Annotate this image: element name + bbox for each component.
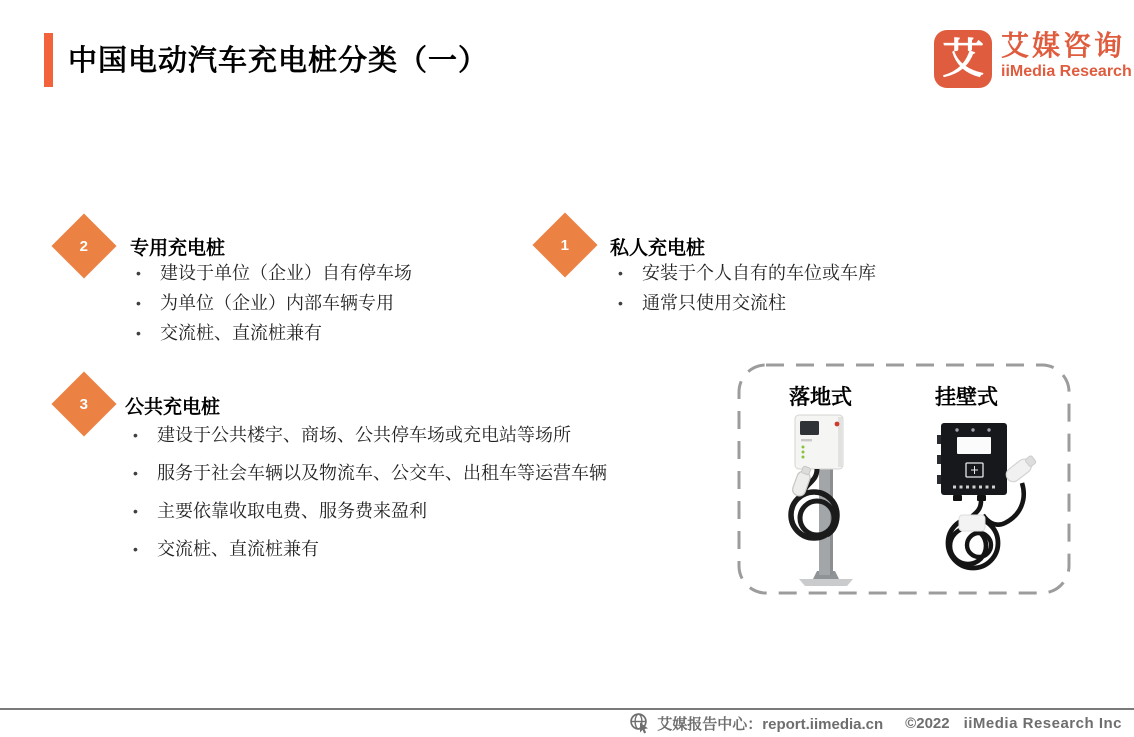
list-item: • 建设于公共楼宇、商场、公共停车场或充电站等场所 [133, 416, 753, 454]
list-item: • 交流桩、直流桩兼有 [136, 318, 566, 348]
section-title-dedicated: 专用充电桩 [130, 238, 226, 259]
title-accent-bar [44, 33, 53, 87]
bullet-icon: • [133, 427, 138, 443]
footer [629, 712, 1122, 734]
bullet-icon: • [618, 265, 623, 281]
section-marker-3-number: 3 [79, 395, 89, 413]
section-marker-2-number: 2 [79, 237, 89, 255]
section-bullets-private [618, 258, 1018, 318]
bullet-icon: • [618, 295, 623, 311]
section-marker-1-number: 1 [560, 236, 570, 254]
list-item: • 主要依靠收取电费、服务费来盈利 [133, 492, 753, 530]
page-title: 中国电动汽车充电桩分类（一） [68, 45, 489, 77]
footer-copyright: ©2022 [905, 714, 950, 732]
bullet-icon: • [133, 541, 138, 557]
section-bullets-public [133, 416, 753, 568]
list-item: • 通常只使用交流柱 [618, 288, 1018, 318]
bullet-icon: • [133, 503, 138, 519]
globe-cursor-icon [629, 712, 650, 734]
charger-type-panel [737, 363, 1071, 595]
bullet-icon: • [136, 325, 141, 341]
section-marker-2 [51, 213, 116, 278]
list-item: • 服务于社会车辆以及物流车、公交车、出租车等运营车辆 [133, 454, 753, 492]
footer-company: iiMedia Research Inc [963, 714, 1122, 732]
footer-divider [0, 708, 1134, 710]
iimedia-logo-icon: 艾 [934, 30, 992, 88]
bullet-icon: • [136, 265, 141, 281]
list-item: • 交流桩、直流桩兼有 [133, 530, 753, 568]
floor-charger-image [783, 411, 869, 591]
footer-site: 艾媒报告中心：report.iimedia.cn [657, 715, 884, 733]
section-title-private: 私人充电桩 [610, 238, 706, 259]
logo-name-en: iiMedia Research [1001, 63, 1132, 81]
bullet-icon: • [136, 295, 141, 311]
wall-mounted-label: 挂壁式 [935, 386, 998, 409]
section-title-public: 公共充电桩 [125, 397, 221, 418]
floor-standing-label: 落地式 [789, 386, 852, 409]
list-item: • 为单位（企业）内部车辆专用 [136, 288, 566, 318]
iimedia-logo [934, 30, 1132, 88]
section-bullets-dedicated [136, 258, 566, 348]
bullet-icon: • [133, 465, 138, 481]
list-item: • 建设于单位（企业）自有停车场 [136, 258, 566, 288]
section-marker-3 [51, 371, 116, 436]
wall-charger-image [921, 415, 1041, 575]
logo-name-cn: 艾媒咨询 [1001, 30, 1126, 61]
list-item: • 安装于个人自有的车位或车库 [618, 258, 1018, 288]
